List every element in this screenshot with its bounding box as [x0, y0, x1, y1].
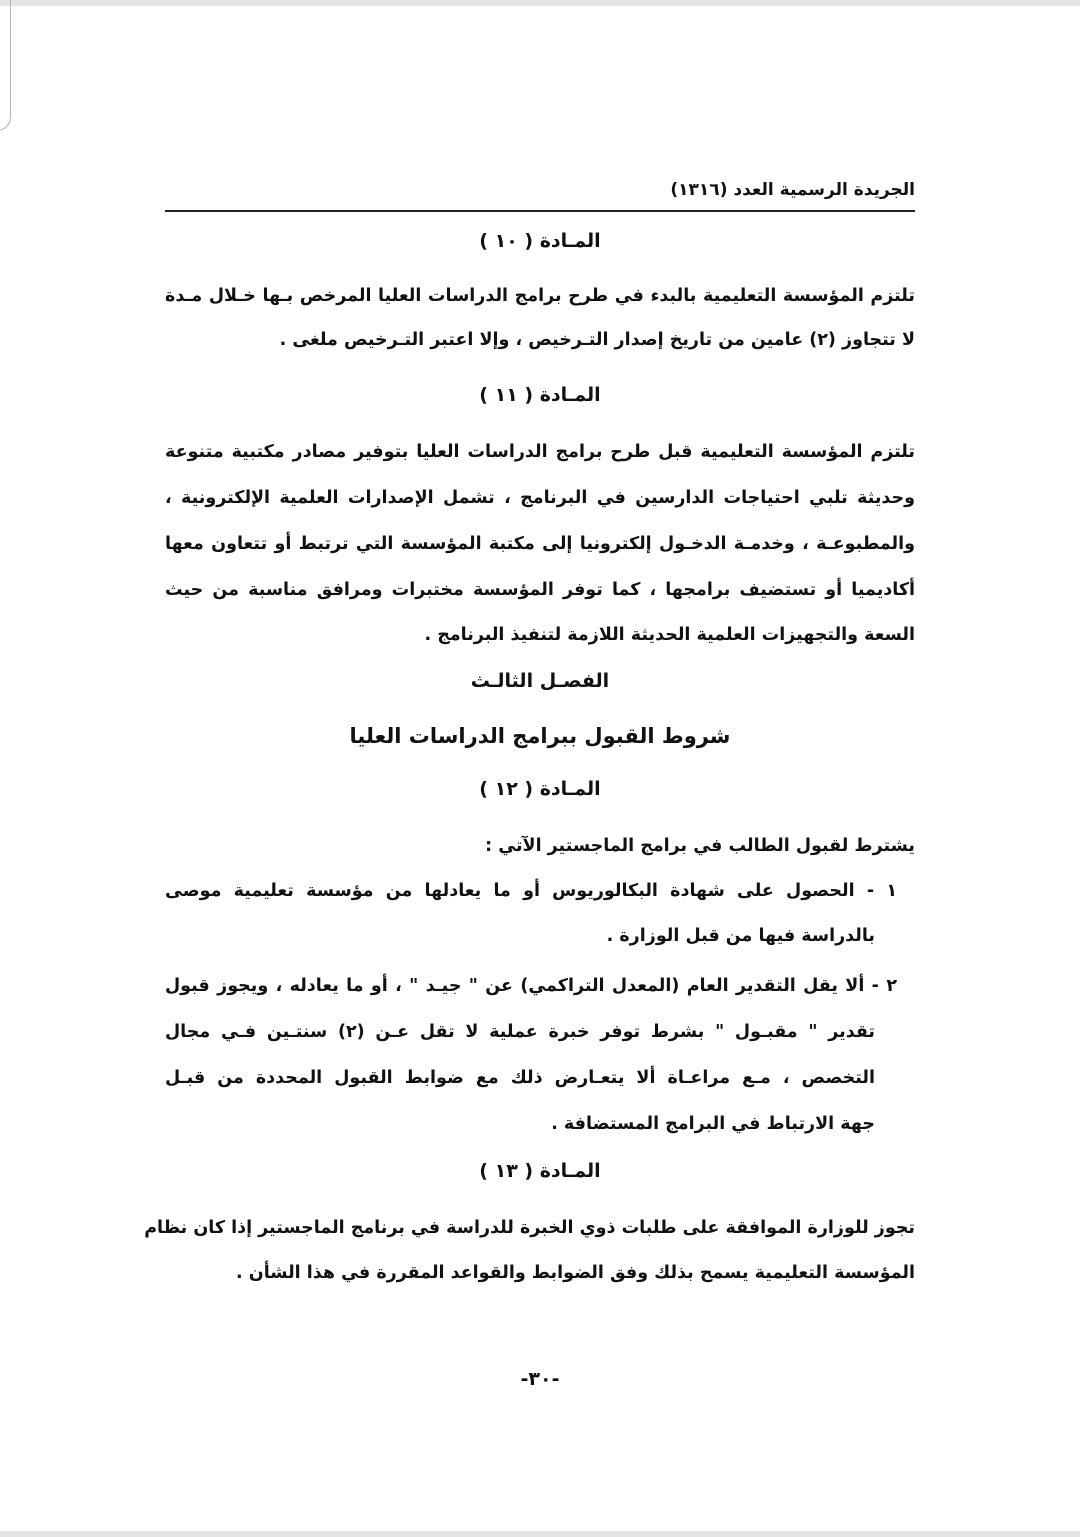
viewer-corner-frame	[0, 0, 11, 131]
article-12-item-2-cont: التخصص ، مـع مراعـاة ألا يتعـارض ذلك مع ضوابط القبول المحددة من قبـل	[165, 1068, 875, 1088]
article-12-item-1: ١ - الحصول على شهادة البكالوريوس أو ما يعادلها من مؤسسة تعليمية موصى	[165, 881, 897, 901]
article-13-title: المـادة ( ١٣ )	[479, 1160, 601, 1182]
page-number: -٣٠-	[520, 1368, 560, 1390]
viewer-bottom-bar	[0, 1531, 1080, 1537]
article-10-title: المـادة ( ١٠ )	[479, 230, 601, 252]
article-13-line: المؤسسة التعليمية يسمح بذلك وفق الضوابط والقواعد المقررة في هذا الشأن .	[236, 1263, 915, 1283]
header-divider	[165, 210, 915, 212]
article-10-line: لا تتجاوز (٢) عامين من تاريخ إصدار التـرخيص ، وإلا اعتبر التـرخيص ملغى .	[279, 330, 915, 350]
article-11-line: أكاديميا أو تستضيف برامجها ، كما توفر المؤسسة مختبرات ومرافق مناسبة من حيث	[165, 580, 915, 600]
article-12-item-2-cont: جهة الارتباط في البرامج المستضافة .	[551, 1114, 875, 1134]
article-12-title: المـادة ( ١٢ )	[479, 778, 601, 800]
article-12-item-2-cont: تقدير " مقبـول " بشرط توفر خبرة عملية لا تقل عـن (٢) سنتـين فـي مجال	[165, 1022, 875, 1042]
article-10-line: تلتزم المؤسسة التعليمية بالبدء في طرح برامج الدراسات العليا المرخص بـها خـلال مـدة	[165, 286, 915, 306]
article-11-line: وحديثة تلبي احتياجات الدارسين في البرنامج ، تشمل الإصدارات العلمية الإلكترونية ،	[165, 488, 915, 508]
viewer-top-bar	[0, 0, 1080, 6]
article-13-line: تجوز للوزارة الموافقة على طلبات ذوي الخبرة للدراسة في برنامج الماجستير إذا كان نظام	[144, 1218, 915, 1238]
chapter-title: الفصـل الثالـث	[470, 670, 610, 692]
article-12-item-2: ٢ - ألا يقل التقدير العام (المعدل التراكمي) عن " جيـد " ، أو ما يعادله ، ويجوز قبول	[165, 976, 897, 996]
chapter-subtitle: شروط القبول ببرامج الدراسات العليا	[349, 724, 731, 748]
article-11-line: تلتزم المؤسسة التعليمية قبل طرح برامج الدراسات العليا بتوفير مصادر مكتبية متنوعة	[165, 442, 915, 462]
article-12-item-1-cont: بالدراسة فيها من قبل الوزارة .	[606, 926, 875, 946]
article-12-intro: يشترط لقبول الطالب في برامج الماجستير الآتي :	[485, 836, 915, 856]
article-11-line: السعة والتجهيزات العلمية الحديثة اللازمة لتنفيذ البرنامج .	[424, 625, 915, 645]
article-11-title: المـادة ( ١١ )	[479, 384, 601, 406]
gazette-header: الجريدة الرسمية العدد (١٣١٦)	[670, 180, 915, 200]
article-11-line: والمطبوعـة ، وخدمـة الدخـول إلكترونيا إلى مكتبة المؤسسة التي ترتبط أو تتعاون معها	[165, 534, 915, 554]
